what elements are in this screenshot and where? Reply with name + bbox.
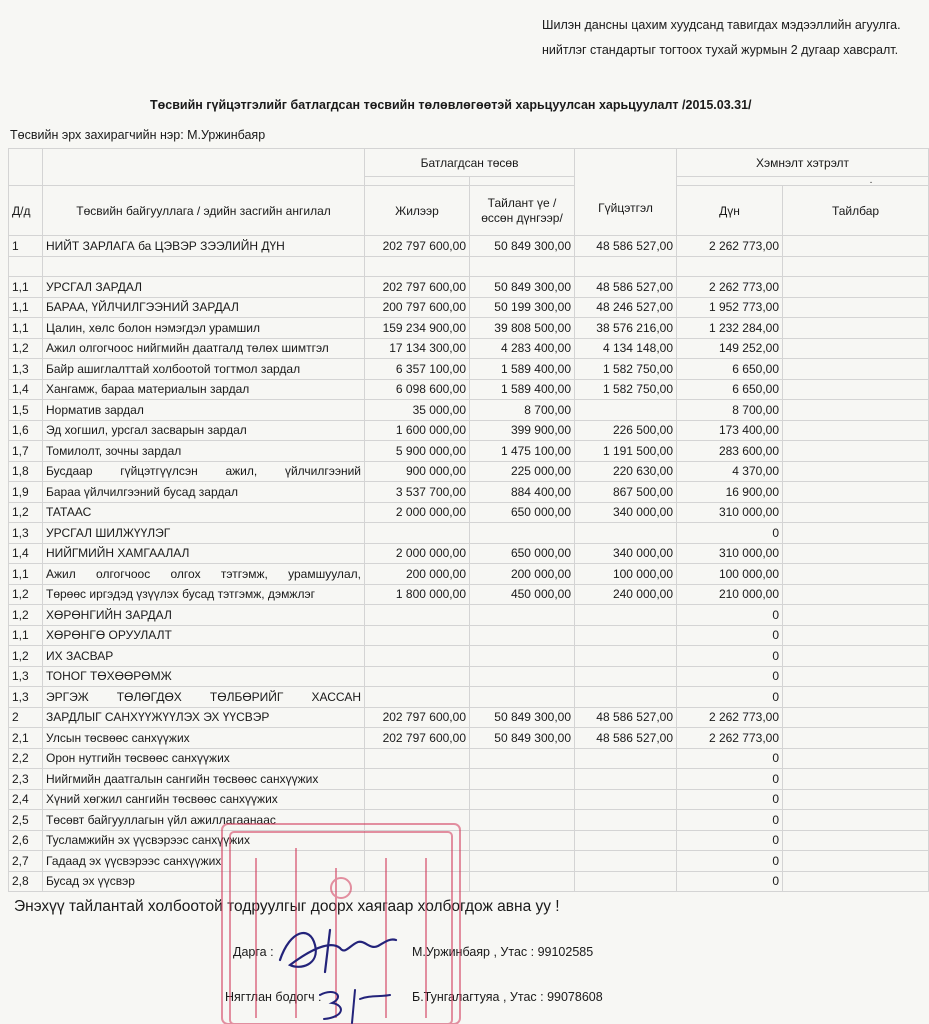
row-category: Орон нутгийн төсвөөс санхүүжих xyxy=(43,748,365,769)
row-note xyxy=(783,502,929,523)
row-category: Нийгмийн даатгалын сангийн төсвөөс санхүүжих xyxy=(43,769,365,790)
row-note xyxy=(783,789,929,810)
row-number: 1,1 xyxy=(9,297,43,318)
row-annual-budget xyxy=(365,687,470,708)
row-category: ХӨРӨНГИЙН ЗАРДАЛ xyxy=(43,605,365,626)
row-actual xyxy=(575,625,677,646)
row-savings-amount: 1 232 284,00 xyxy=(677,318,783,339)
col-header-name: Төсвийн байгууллага / эдийн засгийн ангилал xyxy=(43,186,365,236)
row-note xyxy=(783,769,929,790)
row-savings-amount: 0 xyxy=(677,523,783,544)
row-actual xyxy=(575,810,677,831)
row-period-budget: 1 589 400,00 xyxy=(470,359,575,380)
row-category: Төсөвт байгууллагын үйл ажиллагаанаас xyxy=(43,810,365,831)
row-annual-budget: 200 797 600,00 xyxy=(365,297,470,318)
row-number: 1,4 xyxy=(9,379,43,400)
row-category: Тусламжийн эх үүсвэрээс санхүүжих xyxy=(43,830,365,851)
row-note xyxy=(783,420,929,441)
row-number: 1,9 xyxy=(9,482,43,503)
row-number: 2,4 xyxy=(9,789,43,810)
row-number: 2,1 xyxy=(9,728,43,749)
row-category-word: олгогчоос xyxy=(96,566,151,581)
row-annual-budget xyxy=(365,605,470,626)
col-header-period: Тайлант үе /өссөн дүнгээр/ xyxy=(470,186,575,236)
row-number: 1,3 xyxy=(9,523,43,544)
row-category-word: урамшуулал, xyxy=(288,566,361,581)
row-category-justified xyxy=(46,690,361,704)
row-actual xyxy=(575,605,677,626)
table-row xyxy=(9,728,929,749)
row-category: Ажил олгогчоос нийгмийн даатгалд төлөх шимтгэл xyxy=(43,338,365,359)
row-number: 1,6 xyxy=(9,420,43,441)
row-category: Эд хогшил, урсгал засварын зардал xyxy=(43,420,365,441)
row-annual-budget xyxy=(365,810,470,831)
row-annual-budget xyxy=(365,666,470,687)
row-actual: 226 500,00 xyxy=(575,420,677,441)
row-actual xyxy=(575,830,677,851)
row-category: Гадаад эх үүсвэрээс санхүүжих xyxy=(43,851,365,872)
row-number: 2,6 xyxy=(9,830,43,851)
row-period-budget: 50 849 300,00 xyxy=(470,728,575,749)
budget-manager-name: Төсвийн эрх захирагчийн нэр: М.Уржинбаяр xyxy=(10,128,266,142)
row-annual-budget: 202 797 600,00 xyxy=(365,236,470,257)
row-category: Улсын төсвөөс санхүүжих xyxy=(43,728,365,749)
row-actual xyxy=(575,256,677,277)
row-note xyxy=(783,851,929,872)
row-number: 2,2 xyxy=(9,748,43,769)
row-note xyxy=(783,646,929,667)
row-note xyxy=(783,236,929,257)
row-annual-budget: 1 600 000,00 xyxy=(365,420,470,441)
table-row xyxy=(9,687,929,708)
row-annual-budget xyxy=(365,646,470,667)
row-note xyxy=(783,707,929,728)
row-annual-budget xyxy=(365,830,470,851)
row-note xyxy=(783,256,929,277)
row-period-budget xyxy=(470,789,575,810)
row-note xyxy=(783,728,929,749)
row-savings-amount: 0 xyxy=(677,830,783,851)
row-period-budget xyxy=(470,666,575,687)
row-annual-budget xyxy=(365,256,470,277)
row-category: НИЙГМИЙН ХАМГААЛАЛ xyxy=(43,543,365,564)
table-row xyxy=(9,666,929,687)
row-annual-budget xyxy=(365,789,470,810)
row-annual-budget xyxy=(365,748,470,769)
row-category: Цалин, хөлс болон нэмэгдэл урамшил xyxy=(43,318,365,339)
row-number: 2,7 xyxy=(9,851,43,872)
row-savings-amount: 1 952 773,00 xyxy=(677,297,783,318)
row-category-word: Ажил xyxy=(46,566,76,581)
table-row xyxy=(9,359,929,380)
row-category xyxy=(43,564,365,585)
row-category-word: үйлчилгээний xyxy=(284,464,361,479)
row-actual: 867 500,00 xyxy=(575,482,677,503)
row-annual-budget xyxy=(365,769,470,790)
row-category: НИЙТ ЗАРЛАГА ба ЦЭВЭР ЗЭЭЛИЙН ДҮН xyxy=(43,236,365,257)
director-signature xyxy=(270,920,400,975)
table-row xyxy=(9,420,929,441)
row-number: 2,8 xyxy=(9,871,43,892)
table-row xyxy=(9,482,929,503)
row-actual: 48 586 527,00 xyxy=(575,707,677,728)
row-actual: 1 582 750,00 xyxy=(575,379,677,400)
col-header-annual: Жилээр xyxy=(365,186,470,236)
row-period-budget xyxy=(470,625,575,646)
row-note xyxy=(783,666,929,687)
row-annual-budget: 202 797 600,00 xyxy=(365,728,470,749)
row-actual xyxy=(575,687,677,708)
row-period-budget: 8 700,00 xyxy=(470,400,575,421)
row-annual-budget: 6 357 100,00 xyxy=(365,359,470,380)
row-note xyxy=(783,338,929,359)
table-row xyxy=(9,810,929,831)
row-actual xyxy=(575,646,677,667)
row-actual: 48 586 527,00 xyxy=(575,728,677,749)
row-savings-amount: 0 xyxy=(677,646,783,667)
row-category-word: ТӨЛБӨРИЙГ xyxy=(209,689,284,704)
row-note xyxy=(783,359,929,380)
row-note xyxy=(783,830,929,851)
row-period-budget xyxy=(470,851,575,872)
row-category: Хүний хөгжил сангийн төсвөөс санхүүжих xyxy=(43,789,365,810)
row-actual xyxy=(575,769,677,790)
row-actual: 240 000,00 xyxy=(575,584,677,605)
row-savings-amount: 210 000,00 xyxy=(677,584,783,605)
row-period-budget xyxy=(470,523,575,544)
table-row xyxy=(9,769,929,790)
row-period-budget: 1 589 400,00 xyxy=(470,379,575,400)
row-number: 2,3 xyxy=(9,769,43,790)
row-actual xyxy=(575,789,677,810)
row-note xyxy=(783,379,929,400)
row-note xyxy=(783,605,929,626)
row-note xyxy=(783,748,929,769)
row-period-budget: 50 849 300,00 xyxy=(470,707,575,728)
col-header-no: Д/д xyxy=(9,186,43,236)
row-period-budget: 200 000,00 xyxy=(470,564,575,585)
table-row xyxy=(9,318,929,339)
row-savings-amount xyxy=(677,256,783,277)
row-savings-amount: 100 000,00 xyxy=(677,564,783,585)
row-period-budget: 1 475 100,00 xyxy=(470,441,575,462)
row-number: 1,2 xyxy=(9,338,43,359)
row-category-word: ТӨЛӨГДӨХ xyxy=(116,689,182,704)
row-category: Байр ашиглалттай холбоотой тогтмол зардал xyxy=(43,359,365,380)
row-savings-amount: 2 262 773,00 xyxy=(677,707,783,728)
row-savings-amount: 0 xyxy=(677,625,783,646)
row-note xyxy=(783,277,929,298)
row-annual-budget: 200 000,00 xyxy=(365,564,470,585)
row-category-word: тэтгэмж, xyxy=(220,566,268,581)
row-category: ИХ ЗАСВАР xyxy=(43,646,365,667)
row-note xyxy=(783,318,929,339)
table-row xyxy=(9,584,929,605)
table-row xyxy=(9,646,929,667)
row-note xyxy=(783,564,929,585)
table-row xyxy=(9,441,929,462)
col-group-savings: Хэмнэлт хэтрэлт xyxy=(677,149,929,177)
header-line-1: Шилэн дансны цахим хуудсанд тавигдах мэдээллийн агуулга. xyxy=(542,18,901,32)
col-header-spacer xyxy=(9,149,43,186)
row-annual-budget: 2 000 000,00 xyxy=(365,502,470,523)
col-header-period-spacer xyxy=(470,177,575,186)
row-note xyxy=(783,543,929,564)
row-category-word: Бусдаар xyxy=(46,464,93,479)
row-category-justified xyxy=(46,464,361,478)
row-period-budget: 50 849 300,00 xyxy=(470,236,575,257)
row-note xyxy=(783,461,929,482)
header-line-2: нийтлэг стандартыг тогтоох тухай журмын 2 дугаар хавсралт. xyxy=(542,43,899,57)
row-savings-amount: 2 262 773,00 xyxy=(677,236,783,257)
row-number: 1,2 xyxy=(9,502,43,523)
row-category: ТАТААС xyxy=(43,502,365,523)
row-number: 1,5 xyxy=(9,400,43,421)
table-row xyxy=(9,748,929,769)
row-note xyxy=(783,871,929,892)
row-actual: 340 000,00 xyxy=(575,543,677,564)
row-period-budget: 225 000,00 xyxy=(470,461,575,482)
row-savings-amount: 283 600,00 xyxy=(677,441,783,462)
row-number: 1,1 xyxy=(9,318,43,339)
row-savings-amount: 310 000,00 xyxy=(677,502,783,523)
row-note xyxy=(783,687,929,708)
row-category: Хангамж, бараа материалын зардал xyxy=(43,379,365,400)
row-number: 1,1 xyxy=(9,277,43,298)
row-annual-budget: 1 800 000,00 xyxy=(365,584,470,605)
row-category-justified xyxy=(46,567,361,581)
row-annual-budget: 3 537 700,00 xyxy=(365,482,470,503)
row-note xyxy=(783,482,929,503)
row-savings-amount: 6 650,00 xyxy=(677,359,783,380)
row-period-budget: 650 000,00 xyxy=(470,502,575,523)
row-actual: 1 191 500,00 xyxy=(575,441,677,462)
row-note xyxy=(783,810,929,831)
row-savings-amount: 0 xyxy=(677,666,783,687)
row-savings-amount: 6 650,00 xyxy=(677,379,783,400)
row-category-word: олгох xyxy=(170,566,201,581)
row-category xyxy=(43,461,365,482)
row-category: ТОНОГ ТӨХӨӨРӨМЖ xyxy=(43,666,365,687)
row-period-budget: 884 400,00 xyxy=(470,482,575,503)
row-savings-amount: 0 xyxy=(677,748,783,769)
row-number: 2 xyxy=(9,707,43,728)
row-savings-amount: 0 xyxy=(677,810,783,831)
row-period-budget xyxy=(470,830,575,851)
accountant-contact: Б.Тунгалагтуяа , Утас : 99078608 xyxy=(412,990,603,1004)
row-number: 1,3 xyxy=(9,359,43,380)
row-savings-amount: 0 xyxy=(677,789,783,810)
row-actual: 38 576 216,00 xyxy=(575,318,677,339)
col-header-spacer-name xyxy=(43,149,365,186)
row-number xyxy=(9,256,43,277)
row-savings-amount: 0 xyxy=(677,687,783,708)
row-annual-budget: 35 000,00 xyxy=(365,400,470,421)
table-row xyxy=(9,871,929,892)
table-row xyxy=(9,605,929,626)
row-category: УРСГАЛ ЗАРДАЛ xyxy=(43,277,365,298)
row-annual-budget: 900 000,00 xyxy=(365,461,470,482)
row-actual: 4 134 148,00 xyxy=(575,338,677,359)
row-category xyxy=(43,687,365,708)
table-row xyxy=(9,830,929,851)
table-row xyxy=(9,851,929,872)
row-period-budget xyxy=(470,605,575,626)
row-category: ХӨРӨНГӨ ОРУУЛАЛТ xyxy=(43,625,365,646)
row-actual xyxy=(575,748,677,769)
table-row xyxy=(9,400,929,421)
row-note xyxy=(783,625,929,646)
table-row xyxy=(9,277,929,298)
row-annual-budget: 5 900 000,00 xyxy=(365,441,470,462)
row-actual xyxy=(575,666,677,687)
table-row xyxy=(9,707,929,728)
row-category: Норматив зардал xyxy=(43,400,365,421)
contact-note: Энэхүү тайлантай холбоотой тодруулгыг доорх хаягаар холбогдож авна уу ! xyxy=(14,898,560,915)
row-period-budget: 650 000,00 xyxy=(470,543,575,564)
row-savings-amount: 0 xyxy=(677,871,783,892)
accountant-signature xyxy=(310,985,400,1024)
table-row xyxy=(9,523,929,544)
row-period-budget xyxy=(470,810,575,831)
row-savings-amount: 310 000,00 xyxy=(677,543,783,564)
row-actual: 48 586 527,00 xyxy=(575,236,677,257)
row-actual xyxy=(575,851,677,872)
row-annual-budget: 202 797 600,00 xyxy=(365,707,470,728)
row-category: Бусад эх үүсвэр xyxy=(43,871,365,892)
director-label: Дарга : xyxy=(233,945,274,959)
row-number: 1,7 xyxy=(9,441,43,462)
col-header-amount: Дүн xyxy=(677,186,783,236)
row-actual: 1 582 750,00 xyxy=(575,359,677,380)
budget-comparison-table xyxy=(8,148,929,892)
row-period-budget: 50 199 300,00 xyxy=(470,297,575,318)
row-number: 1,1 xyxy=(9,625,43,646)
row-annual-budget: 2 000 000,00 xyxy=(365,543,470,564)
table-row xyxy=(9,338,929,359)
row-category-word: ажил, xyxy=(225,464,258,479)
row-annual-budget xyxy=(365,625,470,646)
table-row xyxy=(9,236,929,257)
row-period-budget: 50 849 300,00 xyxy=(470,277,575,298)
row-savings-amount: 4 370,00 xyxy=(677,461,783,482)
row-period-budget: 4 283 400,00 xyxy=(470,338,575,359)
row-savings-amount: 8 700,00 xyxy=(677,400,783,421)
row-actual xyxy=(575,400,677,421)
row-note xyxy=(783,441,929,462)
row-period-budget xyxy=(470,871,575,892)
row-actual: 100 000,00 xyxy=(575,564,677,585)
row-annual-budget: 17 134 300,00 xyxy=(365,338,470,359)
row-number: 1,3 xyxy=(9,687,43,708)
row-annual-budget xyxy=(365,851,470,872)
row-savings-amount: 173 400,00 xyxy=(677,420,783,441)
col-header-note: Тайлбар xyxy=(783,186,929,236)
row-annual-budget xyxy=(365,871,470,892)
row-actual: 48 246 527,00 xyxy=(575,297,677,318)
row-note xyxy=(783,584,929,605)
table-row xyxy=(9,297,929,318)
row-number: 1,3 xyxy=(9,666,43,687)
row-annual-budget: 159 234 900,00 xyxy=(365,318,470,339)
accountant-label: Нягтлан бодогч : xyxy=(225,990,322,1004)
col-group-approved-budget: Батлагдсан төсөв xyxy=(365,149,575,177)
table-row xyxy=(9,256,929,277)
row-category-word: гүйцэтгүүлсэн xyxy=(120,464,198,479)
row-period-budget xyxy=(470,256,575,277)
row-number: 1,1 xyxy=(9,564,43,585)
row-number: 1,4 xyxy=(9,543,43,564)
row-savings-amount: 0 xyxy=(677,605,783,626)
page-title: Төсвийн гүйцэтгэлийг батлагдсан төсвийн төлөвлөгөөтэй харьцуулсан харьцуулалт /2015.03.31/ xyxy=(150,98,752,112)
table-row xyxy=(9,502,929,523)
row-savings-amount: 0 xyxy=(677,851,783,872)
row-number: 1,8 xyxy=(9,461,43,482)
row-period-budget: 450 000,00 xyxy=(470,584,575,605)
row-period-budget xyxy=(470,646,575,667)
row-category-word: ХАССАН xyxy=(311,689,361,704)
director-contact: М.Уржинбаяр , Утас : 99102585 xyxy=(412,945,594,959)
row-actual: 340 000,00 xyxy=(575,502,677,523)
row-period-budget xyxy=(470,769,575,790)
row-annual-budget: 6 098 600,00 xyxy=(365,379,470,400)
row-category: БАРАА, ҮЙЛЧИЛГЭЭНИЙ ЗАРДАЛ xyxy=(43,297,365,318)
row-category xyxy=(43,256,365,277)
row-savings-amount: 2 262 773,00 xyxy=(677,728,783,749)
row-number: 1,2 xyxy=(9,605,43,626)
row-number: 2,5 xyxy=(9,810,43,831)
row-note xyxy=(783,400,929,421)
row-savings-amount: 16 900,00 xyxy=(677,482,783,503)
row-category: Бараа үйлчилгээний бусад зардал xyxy=(43,482,365,503)
row-period-budget: 39 808 500,00 xyxy=(470,318,575,339)
row-note xyxy=(783,523,929,544)
row-period-budget: 399 900,00 xyxy=(470,420,575,441)
table-row xyxy=(9,461,929,482)
row-annual-budget xyxy=(365,523,470,544)
col-header-annual-spacer xyxy=(365,177,470,186)
row-actual: 48 586 527,00 xyxy=(575,277,677,298)
row-actual xyxy=(575,871,677,892)
col-header-actual: Гүйцэтгэл xyxy=(575,149,677,236)
table-row xyxy=(9,789,929,810)
row-savings-amount: 0 xyxy=(677,769,783,790)
row-category: Төрөөс иргэдэд үзүүлэх бусад тэтгэмж, дэмжлэг xyxy=(43,584,365,605)
row-annual-budget: 202 797 600,00 xyxy=(365,277,470,298)
col-group-savings-mark: . xyxy=(677,177,929,186)
row-period-budget xyxy=(470,748,575,769)
row-savings-amount: 2 262 773,00 xyxy=(677,277,783,298)
row-savings-amount: 149 252,00 xyxy=(677,338,783,359)
row-category: Томилолт, зочны зардал xyxy=(43,441,365,462)
row-period-budget xyxy=(470,687,575,708)
table-row xyxy=(9,379,929,400)
table-row xyxy=(9,625,929,646)
table-row xyxy=(9,543,929,564)
row-number: 1,2 xyxy=(9,584,43,605)
row-number: 1,2 xyxy=(9,646,43,667)
row-number: 1 xyxy=(9,236,43,257)
row-note xyxy=(783,297,929,318)
row-category-word: ЭРГЭЖ xyxy=(46,689,89,704)
row-category: ЗАРДЛЫГ САНХҮҮЖҮҮЛЭХ ЭХ ҮҮСВЭР xyxy=(43,707,365,728)
row-actual xyxy=(575,523,677,544)
row-category: УРСГАЛ ШИЛЖҮҮЛЭГ xyxy=(43,523,365,544)
table-row xyxy=(9,564,929,585)
row-actual: 220 630,00 xyxy=(575,461,677,482)
